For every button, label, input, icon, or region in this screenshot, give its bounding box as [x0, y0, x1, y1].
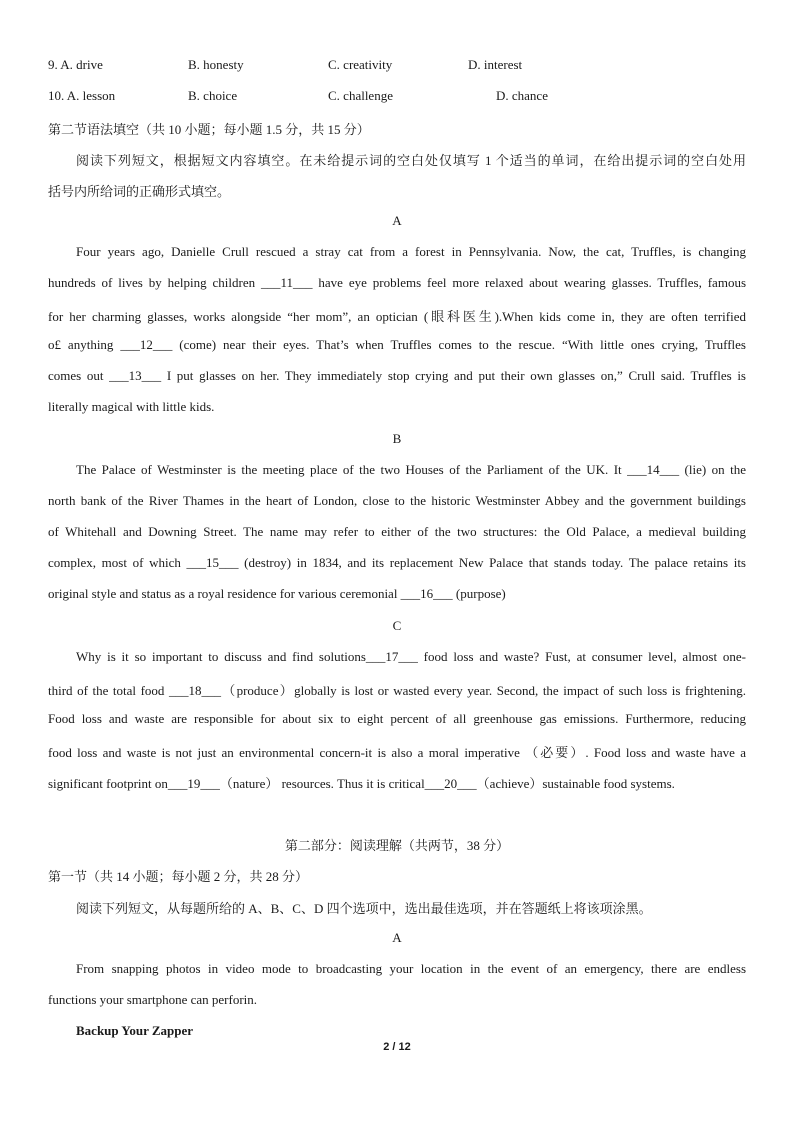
option-10b: B. choice: [188, 88, 238, 103]
grammar-instructions-line-1: 阅读下列短文，根据短文内容填空。在未给提示词的空白处仅填写 1 个适当的单词，在给出提示词的空白处用: [76, 153, 746, 168]
passage-a-line-3: for her charming glasses, works alongside “her mom”, an optician (眼科医生).When kids come in, they are often terrified: [48, 309, 746, 324]
grammar-section-heading: 第二节语法填空（共 10 小题；每小题 1.5 分，共 15 分）: [48, 122, 370, 137]
passage-a-line-5: comes out ___13___ I put glasses on her. They immediately stop crying and put their own glasses on,” Crull said. Truffles is: [48, 368, 746, 383]
reading-instructions: 阅读下列短文，从每题所给的 A、B、C、D 四个选项中，选出最佳选项，并在答题纸上将该项涂黑。: [76, 901, 652, 916]
passage-a-line-4: o£ anything ___12___ (come) near their eyes. That’s when Truffles comes to the rescue. “With little ones crying, Truffles: [48, 337, 746, 352]
passage-c-line-4: food loss and waste is not just an environmental concern-it is also a moral imperative （必要）. Food loss and waste have a: [48, 745, 746, 760]
option-9a: 9. A. drive: [48, 57, 103, 72]
reading-passage-a-line-1: From snapping photos in video mode to broadcasting your location in the event of an emergency, there are endless: [76, 961, 746, 976]
passage-c-line-5: significant footprint on___19___（nature） resources. Thus it is critical___20___（achieve）sustainable food systems.: [48, 776, 675, 791]
reading-section-heading: 第一节（共 14 小题；每小题 2 分，共 28 分）: [48, 869, 309, 884]
passage-b-line-1: The Palace of Westminster is the meeting place of the two Houses of the Parliament of the UK. It ___14___ (lie) on the: [76, 462, 746, 477]
passage-a-line-6: literally magical with little kids.: [48, 399, 215, 414]
option-9c: C. creativity: [328, 57, 393, 72]
passage-a-label: A: [392, 213, 402, 228]
reading-passage-a-line-2: functions your smartphone can perforin.: [48, 992, 258, 1007]
reading-passage-a-label: A: [392, 930, 402, 945]
passage-b-line-4: complex, most of which ___15___ (destroy) in 1834, and its replacement New Palace that stands today. The palace retains its: [48, 555, 746, 570]
passage-b-line-5: original style and status as a royal residence for various ceremonial ___16___ (purpose): [48, 586, 506, 601]
page-number: 2 / 12: [383, 1041, 411, 1053]
option-10a: 10. A. lesson: [48, 88, 116, 103]
option-9b: B. honesty: [188, 57, 244, 72]
grammar-instructions-line-2: 括号内所给词的正确形式填空。: [48, 184, 231, 199]
reading-passage-a-subheading: Backup Your Zapper: [76, 1023, 194, 1038]
reading-part-heading: 第二部分：阅读理解（共两节，38 分）: [284, 838, 510, 853]
passage-a-line-1: Four years ago, Danielle Crull rescued a stray cat from a forest in Pennsylvania. Now, the cat, Truffles, is changing: [76, 244, 746, 259]
passage-b-label: B: [392, 431, 402, 446]
option-10c: C. challenge: [328, 88, 393, 103]
passage-c-line-2: third of the total food ___18___（produce）globally is lost or wasted every year. Second, the impact of such loss is frightening.: [48, 683, 746, 698]
passage-c-label: C: [392, 618, 402, 633]
option-9d: D. interest: [468, 57, 523, 72]
passage-a-line-2: hundreds of lives by helping children ___11___ have eye problems feel more relaxed about wearing glasses. Truffles, famous: [48, 275, 746, 290]
passage-b-line-2: north bank of the River Thames in the heart of London, close to the historic Westminster Abbey and the government buildings: [48, 493, 746, 508]
passage-c-line-3: Food loss and waste are responsible for about six to eight percent of all greenhouse gas emissions. Furthermore, reducing: [48, 711, 746, 726]
option-10d: D. chance: [496, 88, 548, 103]
passage-c-line-1: Why is it so important to discuss and find solutions___17___ food loss and waste? Fust, at consumer level, almost one-: [76, 649, 746, 664]
passage-b-line-3: of Whitehall and Downing Street. The name may refer to either of the two structures: the Old Palace, a medieval building: [48, 524, 746, 539]
